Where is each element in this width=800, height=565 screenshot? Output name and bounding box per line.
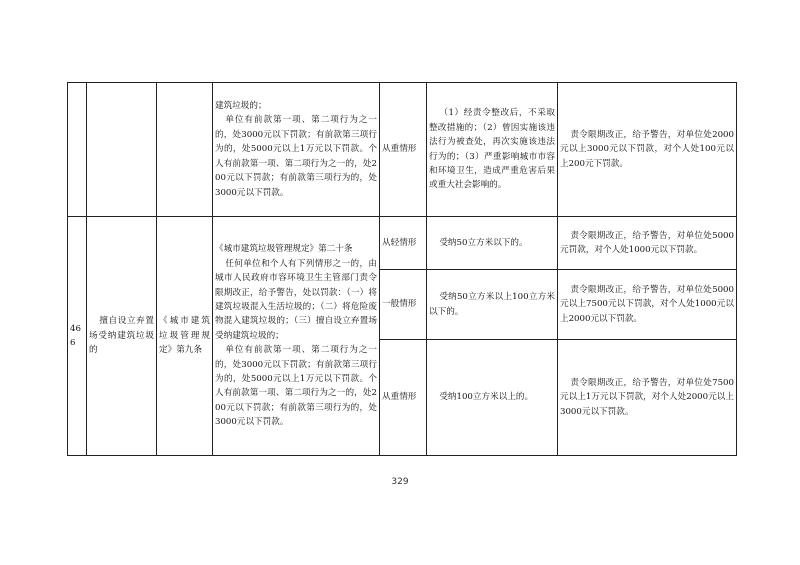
- penalty-standards-table: [67, 82, 737, 456]
- violation-cell: [87, 83, 157, 217]
- rule-paragraph: 建筑垃圾的；: [215, 101, 267, 112]
- condition-text: （1）经责令整改后，不采取整改措施的；（2）曾因实施该违法行为被查处，再次实施该违法行为的；（3）严重影响城市市容和环境卫生，造成严重危害后果或重大社会影响的。: [429, 108, 555, 191]
- penalty-text: 责令限期改正，给予警告，对单位处5000元以上7500元以下罚款，对个人处1000元以上2000元以下罚款。: [560, 284, 734, 324]
- penalty-cell: [558, 217, 737, 270]
- penalty-text: 责令限期改正，给予警告，对单位处5000元罚款，对个人处1000元以下罚款。: [560, 230, 734, 255]
- legal-basis-cell: [157, 83, 213, 217]
- page-number: 329: [391, 477, 409, 487]
- discretion-level-cell: 从重情形: [380, 83, 427, 217]
- table-row-continuation: [68, 83, 737, 217]
- violation-cell: [87, 217, 157, 456]
- discretion-level-cell: 从重情形: [380, 340, 427, 456]
- rule-paragraph: 《城市建筑垃圾管理规定》第二十条: [215, 244, 353, 255]
- penalty-text: 责令限期改正，给予警告，对单位处7500元以上1万元以下罚款，对个人处2000元以上3000元以下罚款。: [560, 377, 734, 417]
- rule-text-cell: [213, 83, 380, 217]
- condition-cell: [427, 270, 558, 340]
- condition-cell: [427, 340, 558, 456]
- penalty-cell: [558, 340, 737, 456]
- penalty-cell: [558, 83, 737, 217]
- discretion-level-cell: 从轻情形: [380, 217, 427, 270]
- rule-paragraph: 任何单位和个人有下列情形之一的，由城市人民政府市容环境卫生主管部门责令限期改正，给予警告，处以罚款：（一）将建筑垃圾混入生活垃圾的；（二）将危险废物混入建筑垃圾的；（三）擅自设立弃置场受纳建筑垃圾的；: [215, 258, 377, 341]
- condition-text: 受纳50立方米以上100立方米以下的。: [429, 292, 555, 317]
- condition-cell: [427, 83, 558, 217]
- penalty-cell: [558, 270, 737, 340]
- penalty-text: 责令限期改正，给予警告，对单位处2000元以上3000元以下罚款，对个人处100元以上200元下罚款。: [560, 129, 734, 169]
- condition-text: 受纳100立方米以上的。: [439, 392, 534, 403]
- condition-text: 受纳50立方米以下的。: [439, 237, 528, 248]
- violation-text: 擅自设立弃置场受纳建筑垃圾的: [89, 316, 154, 356]
- discretion-level-cell: 一般情形: [380, 270, 427, 340]
- condition-cell: [427, 217, 558, 270]
- item-number-cell: [68, 83, 87, 217]
- rule-text-cell: [213, 217, 380, 456]
- rule-paragraph: 单位有前款第一项、第二项行为之一的，处3000元以下罚款；有前款第三项行为的，处5000元以上1万元以下罚款。个人有前款第一项、第二项行为之一的，处200元以下罚款；有前款第三项行为的，处3000元以下罚款。: [215, 345, 377, 428]
- item-number-cell: 466: [68, 217, 87, 456]
- legal-basis-cell: 《城市建筑垃圾管理规定》第九条: [157, 217, 213, 456]
- rule-paragraph: 单位有前款第一项、第二项行为之一的，处3000元以下罚款；有前款第三项行为的，处5000元以上1万元以下罚款。个人有前款第一项、第二项行为之一的，处200元以下罚款；有前款第三项行为的，处3000元以下罚款。: [215, 115, 377, 198]
- table-row: [68, 217, 737, 270]
